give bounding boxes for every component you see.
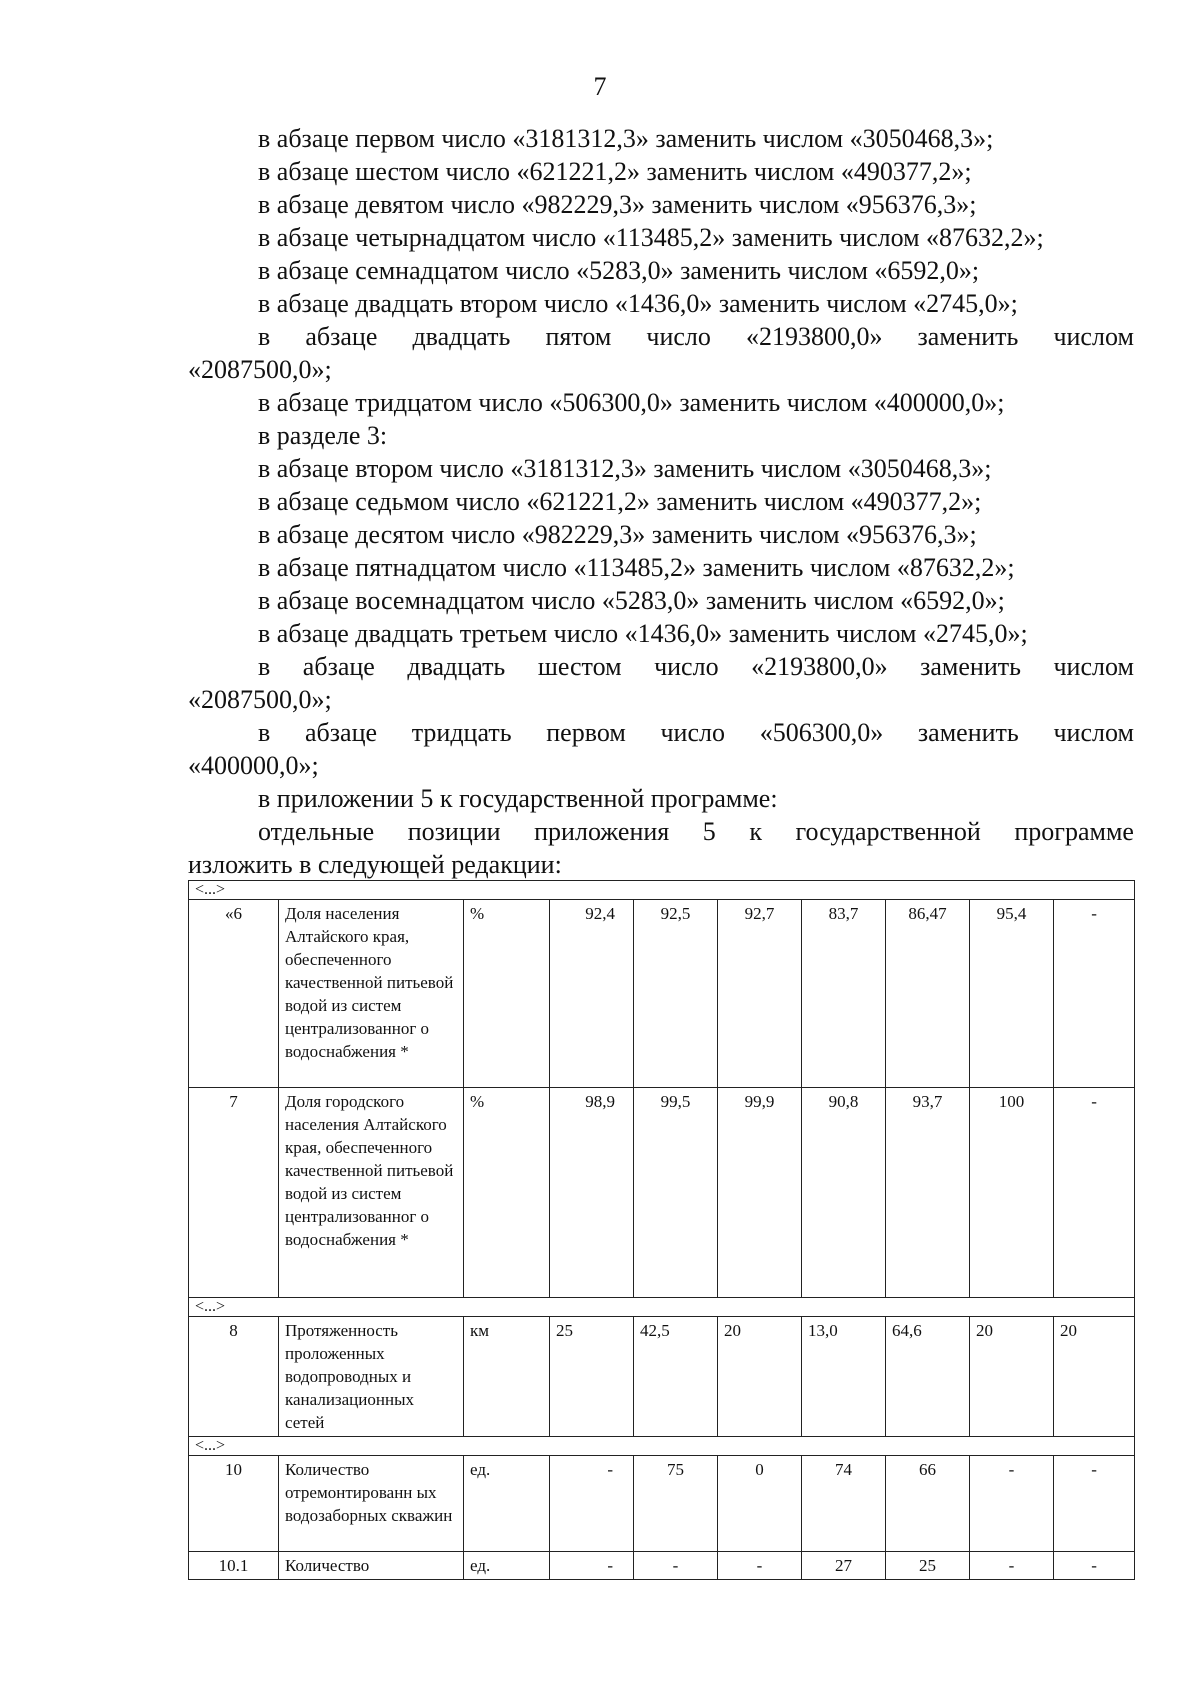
indicator-name: Количество xyxy=(279,1552,464,1580)
unit-cell: ед. xyxy=(464,1456,550,1552)
value-cell: 27 xyxy=(802,1552,886,1580)
row-number: 10.1 xyxy=(189,1552,279,1580)
page-number: 7 xyxy=(593,72,607,101)
ellipsis-cell: <...> xyxy=(189,1437,1135,1456)
value-cell: 98,9 xyxy=(550,1088,634,1298)
value-cell: 95,4 xyxy=(970,900,1054,1088)
value-cell: - xyxy=(1054,900,1135,1088)
value-cell: - xyxy=(550,1456,634,1552)
value-cell: 64,6 xyxy=(886,1317,970,1437)
value-cell: 83,7 xyxy=(802,900,886,1088)
value-cell: 92,5 xyxy=(634,900,718,1088)
table-ellipsis-row xyxy=(189,881,1135,900)
row-number: 10 xyxy=(189,1456,279,1552)
table-ellipsis-row xyxy=(189,1437,1135,1456)
value-cell: 100 xyxy=(970,1088,1054,1298)
value-cell: 92,7 xyxy=(718,900,802,1088)
value-cell: 66 xyxy=(886,1456,970,1552)
value-cell: 92,4 xyxy=(550,900,634,1088)
value-cell: - xyxy=(970,1456,1054,1552)
value-cell: 99,9 xyxy=(718,1088,802,1298)
table-row xyxy=(189,1456,1135,1552)
value-cell: - xyxy=(1054,1456,1135,1552)
value-cell: 20 xyxy=(1054,1317,1135,1437)
table-row xyxy=(189,900,1135,1088)
value-cell: 20 xyxy=(718,1317,802,1437)
unit-cell: % xyxy=(464,900,550,1088)
value-cell: - xyxy=(970,1552,1054,1580)
row-number: «6 xyxy=(189,900,279,1088)
indicator-name: Доля городского населения Алтайского края, обеспеченного качественной питьевой водой из систем централизованног о водоснабжения * xyxy=(279,1088,464,1298)
value-cell: 42,5 xyxy=(634,1317,718,1437)
row-number: 7 xyxy=(189,1088,279,1298)
table-row xyxy=(189,1552,1135,1580)
value-cell: 86,47 xyxy=(886,900,970,1088)
table-row xyxy=(189,1317,1135,1437)
table-row xyxy=(189,1088,1135,1298)
indicator-name: Доля населения Алтайского края, обеспеченного качественной питьевой водой из систем централизованног о водоснабжения * xyxy=(279,900,464,1088)
value-cell: 25 xyxy=(886,1552,970,1580)
unit-cell: км xyxy=(464,1317,550,1437)
value-cell: 75 xyxy=(634,1456,718,1552)
value-cell: - xyxy=(718,1552,802,1580)
value-cell: 20 xyxy=(970,1317,1054,1437)
indicator-name: Количество отремонтированн ых водозаборных скважин xyxy=(279,1456,464,1552)
value-cell: 13,0 xyxy=(802,1317,886,1437)
value-cell: 90,8 xyxy=(802,1088,886,1298)
ellipsis-cell: <...> xyxy=(189,1298,1135,1317)
value-cell: - xyxy=(1054,1088,1135,1298)
positions-table xyxy=(188,880,1135,1580)
indicator-name: Протяженность проложенных водопроводных и канализационных сетей xyxy=(279,1317,464,1437)
value-cell: 25 xyxy=(550,1317,634,1437)
row-number: 8 xyxy=(189,1317,279,1437)
value-cell: 0 xyxy=(718,1456,802,1552)
table-ellipsis-row xyxy=(189,1298,1135,1317)
value-cell: 74 xyxy=(802,1456,886,1552)
unit-cell: % xyxy=(464,1088,550,1298)
value-cell: 99,5 xyxy=(634,1088,718,1298)
value-cell: - xyxy=(1054,1552,1135,1580)
unit-cell: ед. xyxy=(464,1552,550,1580)
value-cell: 93,7 xyxy=(886,1088,970,1298)
ellipsis-cell: <...> xyxy=(189,881,1135,900)
value-cell: - xyxy=(634,1552,718,1580)
value-cell: - xyxy=(550,1552,634,1580)
